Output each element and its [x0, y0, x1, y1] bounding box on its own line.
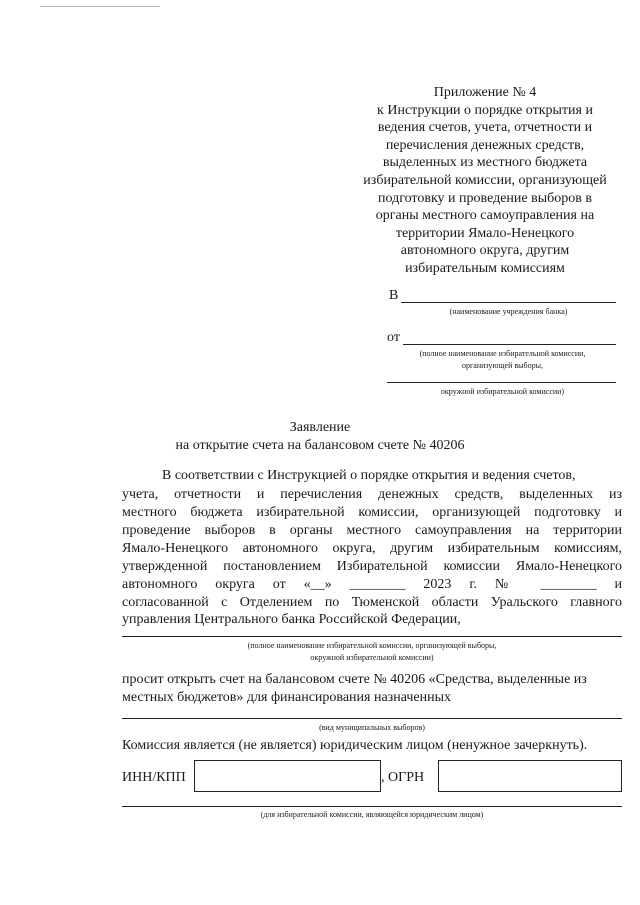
to-bank-prefix: В — [389, 288, 399, 303]
commission-fullname-field[interactable] — [122, 636, 622, 637]
document-subtitle: на открытие счета на балансовом счете № 40206 — [175, 438, 465, 453]
body-paragraph — [122, 486, 622, 612]
appendix-line: автономного округа, другим — [400, 243, 570, 259]
body-line: проведение выборов в органы местного самоуправления на территории — [122, 523, 622, 538]
ids-caption: (для избирательной комиссии, являющейся юридическим лицом) — [260, 810, 484, 819]
appendix-line: перечисления денежных средств, — [385, 137, 585, 153]
commission-name-field[interactable] — [403, 344, 616, 345]
body-first-line: В соответствии с Инструкцией о порядке открытия и ведения счетов, — [162, 468, 576, 483]
appendix-line: Приложение № 4 — [433, 85, 537, 100]
inn-kpp-field[interactable] — [194, 760, 381, 792]
ogrn-label: , ОГРН — [381, 770, 425, 785]
body-line: автономного округа от «__» ________ 2023 г. № ________ и — [122, 577, 622, 592]
body-line: Ямало-Ненецкого автономного округа, другим избирательным комиссиям, — [122, 541, 622, 556]
bank-name-caption: (наименование учреждения банка) — [449, 307, 568, 316]
commission-caption-line3: окружной избирательной комиссии) — [440, 387, 565, 396]
ids-underline — [122, 806, 622, 807]
body-last-line: управления Центрального банка Российской Федерации, — [122, 612, 461, 627]
appendix-line: органы местного самоуправления на — [375, 208, 595, 224]
commission-caption-line1: (полное наименование избирательной комиссии, — [419, 349, 586, 358]
request-line2: местных бюджетов» для финансирования назначенных — [122, 690, 451, 705]
from-commission-prefix: от — [387, 330, 400, 345]
appendix-line: ведения счетов, учета, отчетности и — [377, 120, 593, 136]
elections-type-field[interactable] — [122, 718, 622, 719]
body-line: утвержденной постановлением Избирательной комиссии Ямало-Ненецкого — [122, 559, 622, 574]
appendix-header — [340, 84, 630, 278]
commission-fullname-caption-1: (полное наименование избирательной комиссии, организующей выборы, — [247, 641, 497, 650]
legal-entity-statement: Комиссия является (не является) юридическим лицом (ненужное зачеркнуть). — [122, 738, 588, 753]
bank-name-field[interactable] — [401, 302, 616, 303]
commission-fullname-caption-2: окружной избирательной комиссии) — [310, 653, 434, 662]
body-line: согласованной с Отделением по Тюменской области Уральского главного — [122, 595, 622, 610]
body-line: учета, отчетности и перечисления денежных средств, выделенных из — [122, 487, 622, 502]
request-line1: просит открыть счет на балансовом счете № 40206 «Средства, выделенные из — [122, 672, 587, 687]
scan-artifact-line — [40, 6, 160, 7]
ogrn-field[interactable] — [438, 760, 622, 792]
appendix-line: выделенных из местного бюджета — [382, 155, 588, 171]
appendix-line: территории Ямало-Ненецкого — [395, 225, 575, 241]
appendix-line: избирательным комиссиям — [405, 260, 565, 276]
elections-type-caption: (вид муниципальных выборов) — [319, 723, 425, 732]
commission-name-field-2[interactable] — [387, 382, 616, 383]
commission-caption-line2: организующей выборы, — [462, 361, 543, 370]
appendix-line: избирательной комиссии, организующей — [363, 172, 607, 188]
body-line: местного бюджета избирательной комиссии, организующей подготовку и — [122, 505, 622, 520]
document-title: Заявление — [289, 420, 351, 435]
appendix-line: подготовку и проведение выборов в — [377, 190, 592, 206]
inn-kpp-label: ИНН/КПП — [122, 770, 186, 785]
appendix-line: к Инструкции о порядке открытия и — [377, 102, 593, 118]
